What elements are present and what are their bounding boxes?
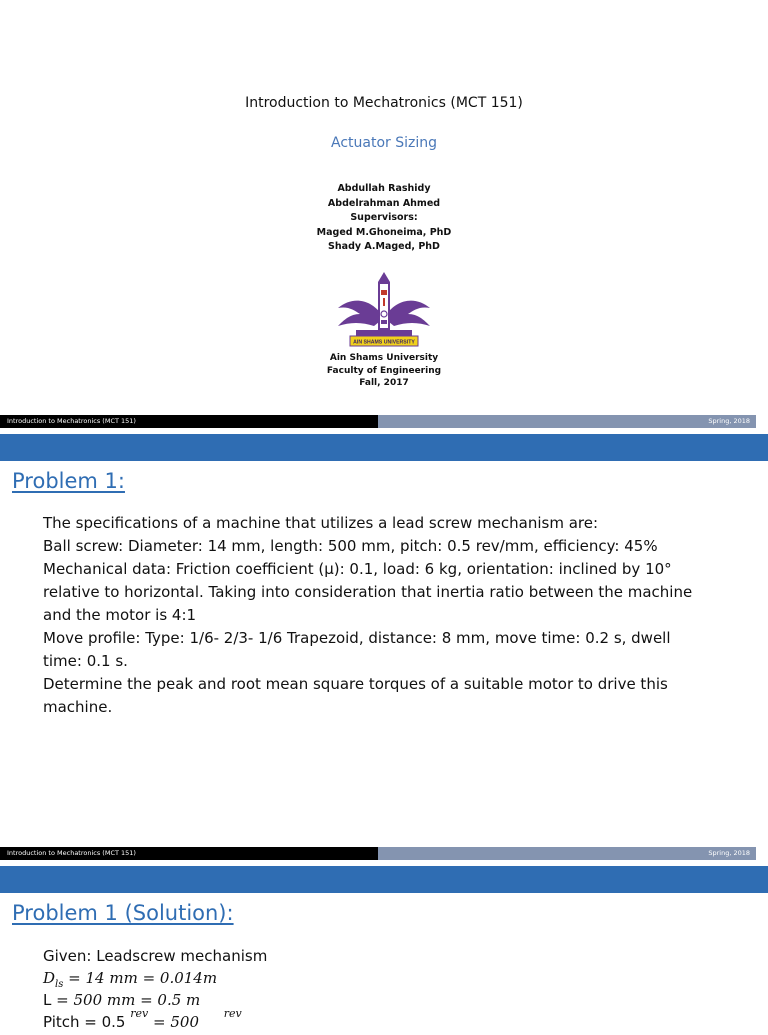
problem-line: machine.	[43, 698, 113, 716]
faculty-name: Faculty of Engineering	[326, 365, 442, 376]
problem-line: Ball screw: Diameter: 14 mm, length: 500 mm, pitch: 0.5 rev/mm, efficiency: 45%	[43, 537, 658, 555]
presentation-subtitle: Actuator Sizing	[330, 135, 437, 151]
problem-line: relative to horizontal. Taking into consideration that inertia ratio between the machine	[43, 583, 693, 601]
author-line: Abdullah Rashidy	[337, 183, 431, 194]
diameter-subscript: ls	[55, 979, 64, 990]
footer-term-label: Spring, 2018	[378, 847, 756, 860]
length-value: = 500 mm = 0.5 m	[56, 991, 201, 1009]
footer-course-label: Introduction to Mechatronics (MCT 151)	[0, 847, 378, 860]
given-line: Given: Leadscrew mechanism	[43, 947, 268, 965]
problem-line: and the motor is 4:1	[43, 606, 197, 624]
pitch-unit-numerator: rev	[130, 1007, 149, 1020]
slide-heading: Problem 1 (Solution):	[12, 901, 234, 925]
supervisors-label: Supervisors:	[350, 212, 418, 223]
slide-header-band	[0, 866, 768, 893]
pitch-unit-numerator-2: rev	[223, 1007, 242, 1020]
problem-line: time: 0.1 s.	[43, 652, 128, 670]
diameter-symbol: D	[43, 969, 56, 987]
length-symbol: L	[43, 991, 52, 1009]
supervisor-line: Shady A.Maged, PhD	[328, 241, 440, 252]
university-name: Ain Shams University	[329, 353, 439, 363]
logo-text: AIN SHAMS UNIVERSITY	[353, 339, 415, 346]
problem-line: Determine the peak and root mean square torques of a suitable motor to drive this	[43, 675, 668, 693]
diameter-value: = 14 mm = 0.014m	[68, 969, 218, 987]
pitch-equation	[43, 1007, 723, 1033]
problem-statement	[43, 512, 733, 719]
pitch-label: Pitch = 0.5	[43, 1013, 126, 1031]
slide-header-band	[0, 434, 768, 461]
solution-block	[43, 945, 723, 1033]
problem-line: The specifications of a machine that utilizes a lead screw mechanism are:	[43, 514, 599, 532]
problem-line: Move profile: Type: 1/6- 2/3- 1/6 Trapezoid, distance: 8 mm, move time: 0.2 s, dwell	[43, 629, 671, 647]
supervisor-line: Maged M.Ghoneima, PhD	[316, 226, 452, 238]
author-list	[0, 182, 768, 255]
slide-heading: Problem 1:	[12, 469, 125, 493]
footer-course-label: Introduction to Mechatronics (MCT 151)	[0, 415, 378, 428]
presentation-title: Introduction to Mechatronics (MCT 151)	[245, 95, 523, 111]
pitch-converted: = 500	[153, 1013, 199, 1031]
problem-line: Mechanical data: Friction coefficient (μ): 0.1, load: 6 kg, orientation: inclined by 10°	[43, 560, 672, 578]
footer-term-label: Spring, 2018	[378, 415, 756, 428]
author-line: Abdelrahman Ahmed	[327, 197, 441, 209]
university-logo	[332, 268, 436, 352]
institution-block	[0, 352, 768, 390]
term-label: Fall, 2017	[359, 378, 409, 388]
diameter-equation	[43, 967, 723, 989]
